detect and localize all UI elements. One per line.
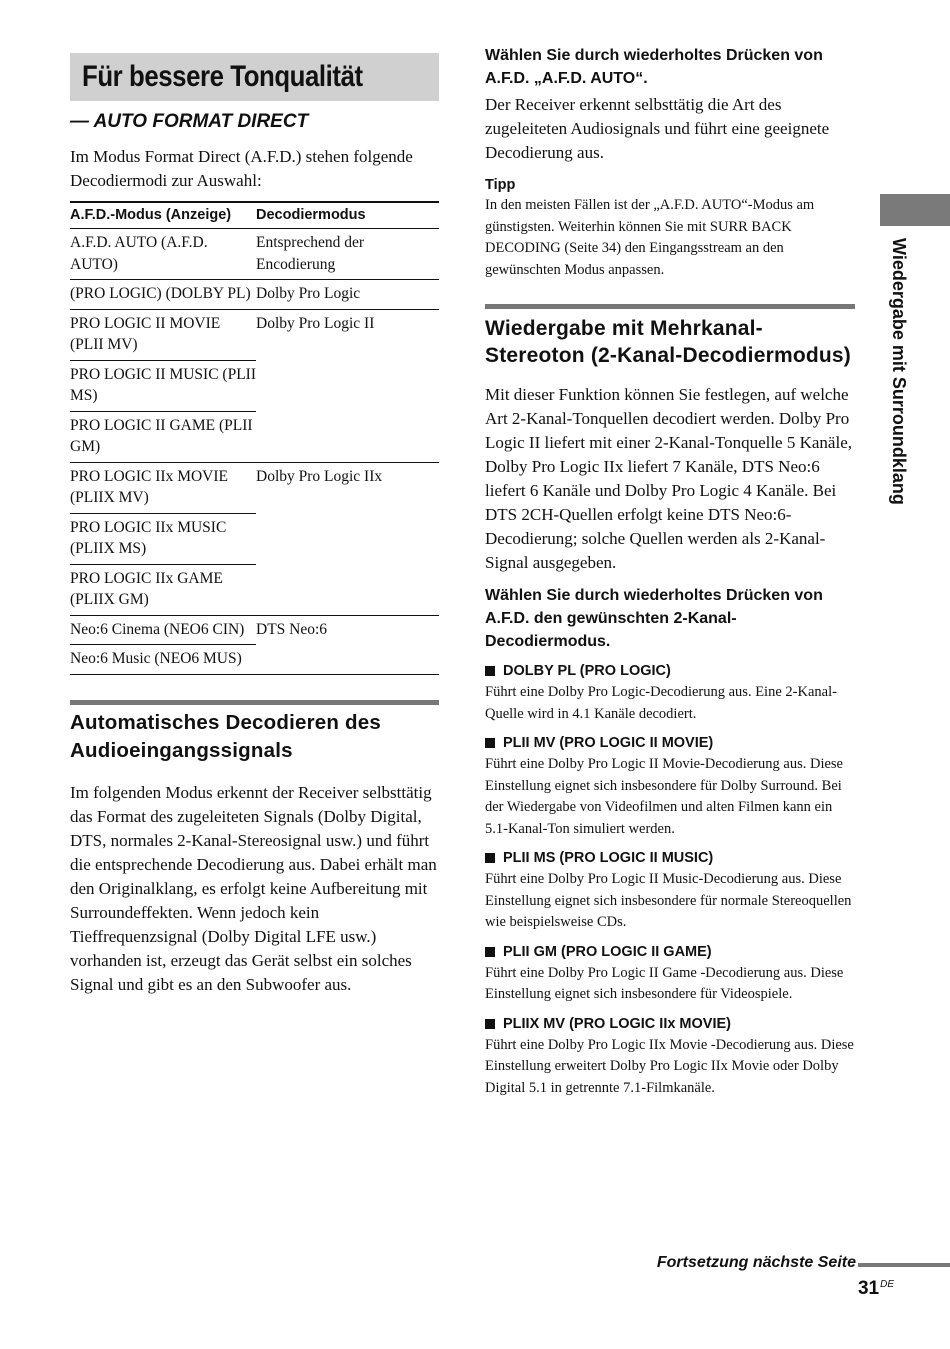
section-heading-auto-decoding: Automatisches Decodieren des Audioeingangssignals xyxy=(70,710,381,762)
mode-heading: PLII GM (PRO LOGIC II GAME) xyxy=(503,943,712,960)
footer-rule xyxy=(858,1263,950,1267)
mode-description: Führt eine Dolby Pro Logic-Decodierung aus. Eine 2-Kanal-Quelle wird in 4.1 Kanäle decodiert. xyxy=(485,684,837,722)
instruction-2ch-mode: Wählen Sie durch wiederholtes Drücken von A.F.D. den gewünschten 2-Kanal-Decodiermodus. xyxy=(485,587,823,650)
page-number-suffix: DE xyxy=(880,1279,894,1290)
table-cell-decoding: Entsprechend der Encodierung xyxy=(256,229,439,280)
bullet-square-icon xyxy=(485,666,495,676)
mode-heading-row xyxy=(485,735,855,751)
list-item xyxy=(485,735,855,840)
chapter-tab-label: Wiedergabe mit Surroundklang xyxy=(889,238,909,505)
section-body-auto-decoding: Im folgenden Modus erkennt der Receiver selbsttätig das Format des zugeleiteten Signals (Dolby Digital, DTS, normales 2-Kanal-Stereosignal usw.) und führt die entsprechende Decodierung aus. Dabei erhält man den Originalklang, es erfolgt keine Aufbereitung mit Surroundeffekten. Wenn jedoch kein Tieffrequenzsignal (Dolby Digital LFE usw.) vorhanden ist, erzeugt das Gerät selbst ein solches Signal und gibt es an den Subwoofer aus. xyxy=(70,782,437,994)
section-rule xyxy=(70,700,439,705)
table-cell-mode: A.F.D. AUTO (A.F.D. AUTO) xyxy=(70,229,256,280)
tip-text: In den meisten Fällen ist der „A.F.D. AUTO“-Modus am günstigsten. Weiterhin können Sie mit SURR BACK DECODING (Seite 34) den Eingangsstream an den gewünschten Modus anpassen. xyxy=(485,197,815,278)
table-cell-mode: PRO LOGIC IIx MUSIC (PLIIX MS) xyxy=(70,513,256,564)
table-cell-mode: PRO LOGIC II MOVIE (PLII MV) xyxy=(70,309,256,360)
intro-text: Im Modus Format Direct (A.F.D.) stehen folgende Decodiermodi zur Auswahl: xyxy=(70,147,413,190)
table-cell-mode: PRO LOGIC IIx MOVIE (PLIIX MV) xyxy=(70,462,256,513)
afd-auto-description: Der Receiver erkennt selbsttätig die Art des zugeleiteten Audiosignals und führt eine geeignete Decodierung aus. xyxy=(485,95,830,162)
right-column xyxy=(485,44,855,1099)
table-row xyxy=(70,462,439,513)
table-cell-mode: (PRO LOGIC) (DOLBY PL) xyxy=(70,280,256,310)
bullet-square-icon xyxy=(485,1019,495,1029)
table-cell-mode: PRO LOGIC II MUSIC (PLII MS) xyxy=(70,360,256,411)
tip-heading: Tipp xyxy=(485,177,516,193)
mode-heading-row xyxy=(485,850,855,866)
mode-heading-row xyxy=(485,663,855,679)
table-header-row xyxy=(70,202,439,229)
afd-mode-table xyxy=(70,201,439,675)
bullet-square-icon xyxy=(485,853,495,863)
section-body-multichannel: Mit dieser Funktion können Sie festlegen, auf welche Art 2-Kanal-Tonquellen decodiert werden. Dolby Pro Logic II liefert mit einer 2-Kanal-Tonquelle 5 Kanäle, Dolby Pro Logic IIx liefert 7 Kanäle, DTS Neo:6 liefert 6 Kanäle und Dolby Pro Logic 4 Kanäle. Bei DTS 2CH-Quellen erfolgt keine DTS Neo:6-Decodierung; solche Quellen werden als 2-Kanal-Signal ausgegeben. xyxy=(485,385,852,572)
mode-heading: PLIIX MV (PRO LOGIC IIx MOVIE) xyxy=(503,1015,731,1032)
bullet-square-icon xyxy=(485,947,495,957)
table-cell-decoding: Dolby Pro Logic IIx xyxy=(256,462,439,615)
mode-heading: PLII MS (PRO LOGIC II MUSIC) xyxy=(503,850,714,866)
table-row xyxy=(70,280,439,310)
page-subtitle: — AUTO FORMAT DIRECT xyxy=(70,111,309,132)
table-header-mode: A.F.D.-Modus (Anzeige) xyxy=(70,202,256,229)
left-column xyxy=(70,53,439,997)
mode-heading-row xyxy=(485,944,855,960)
mode-description: Führt eine Dolby Pro Logic IIx Movie -Decodierung aus. Diese Einstellung erweitert Dolby Pro Logic IIx Movie oder Dolby Digital 5.1 in getrennte 7.1-Filmkanäle. xyxy=(485,1036,854,1096)
table-cell-decoding: DTS Neo:6 xyxy=(256,620,328,638)
list-item xyxy=(485,1016,855,1100)
mode-description: Führt eine Dolby Pro Logic II Music-Decodierung aus. Diese Einstellung eignet sich insbesondere für normale Stereoquellen wie beispielsweise CDs. xyxy=(485,871,852,930)
page-number-value: 31 xyxy=(857,1278,880,1299)
section-heading-multichannel: Wiedergabe mit Mehrkanal-Stereoton (2-Kanal-Decodiermodus) xyxy=(485,317,851,367)
page-number xyxy=(858,1278,894,1300)
continued-next-page: Fortsetzung nächste Seite xyxy=(656,1254,856,1271)
table-row xyxy=(70,615,439,645)
mode-description: Führt eine Dolby Pro Logic II Movie-Decodierung aus. Diese Einstellung eignet sich insbesondere für Dolby Surround. Bei der Wiedergabe von Videofilmen und alten Filmen kann ein 5.1-Kanal-Ton simuliert werden. xyxy=(485,756,843,837)
mode-heading: PLII MV (PRO LOGIC II MOVIE) xyxy=(503,735,714,751)
page-title: Für bessere Tonqualität xyxy=(82,60,363,93)
table-cell-decoding: Dolby Pro Logic xyxy=(256,280,439,310)
list-item xyxy=(485,850,855,934)
table-cell-mode: Neo:6 Music (NEO6 MUS) xyxy=(70,650,242,667)
table-cell-decoding: Dolby Pro Logic II xyxy=(256,309,439,462)
bullet-square-icon xyxy=(485,738,495,748)
table-cell-mode: PRO LOGIC IIx GAME (PLIIX GM) xyxy=(70,564,256,615)
table-header-decoding: Decodiermodus xyxy=(256,202,439,229)
mode-heading: DOLBY PL (PRO LOGIC) xyxy=(503,663,671,679)
chapter-tab-marker xyxy=(880,194,950,226)
page-title-box xyxy=(70,53,439,101)
instruction-afd-auto: Wählen Sie durch wiederholtes Drücken von A.F.D. „A.F.D. AUTO“. xyxy=(485,47,823,87)
table-cell-mode: PRO LOGIC II GAME (PLII GM) xyxy=(70,411,256,462)
list-item xyxy=(485,663,855,725)
mode-heading-row xyxy=(485,1016,855,1032)
table-row xyxy=(70,309,439,360)
mode-description: Führt eine Dolby Pro Logic II Game -Decodierung aus. Diese Einstellung eignet sich insbesondere für Videospiele. xyxy=(485,964,844,1002)
mode-list xyxy=(485,663,855,1099)
table-row xyxy=(70,229,439,280)
list-item xyxy=(485,944,855,1006)
section-rule xyxy=(485,304,855,309)
table-cell-mode: Neo:6 Cinema (NEO6 CIN) xyxy=(70,615,256,645)
